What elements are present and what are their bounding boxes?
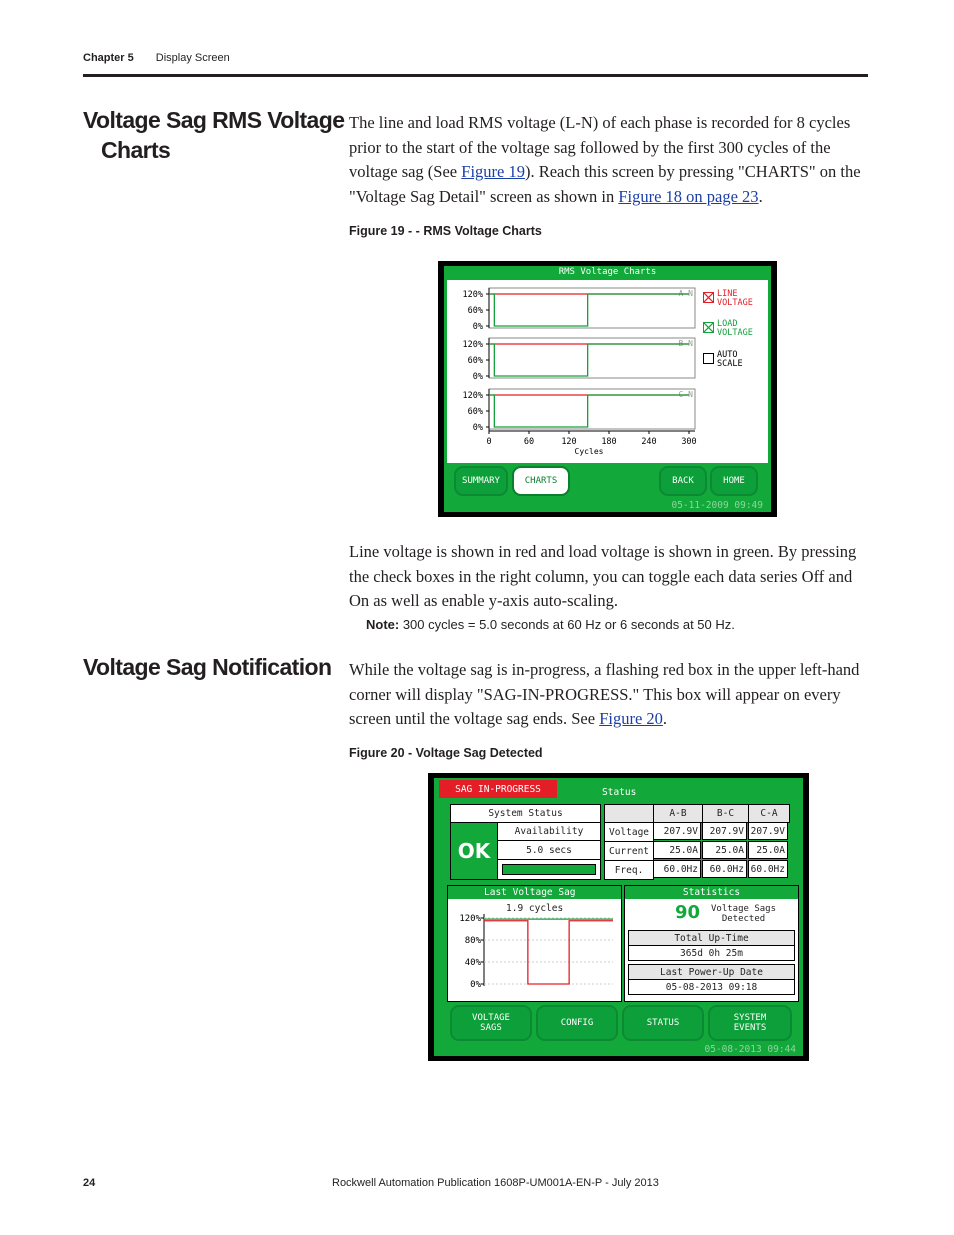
running-header — [83, 52, 230, 64]
rms-charts-paragraph — [349, 111, 869, 209]
timestamp: 05-08-2013 09:44 — [704, 1044, 796, 1055]
home-button[interactable]: HOME — [710, 466, 758, 496]
button-line: SAGS — [480, 1023, 502, 1033]
publication-info: Rockwell Automation Publication 1608P-UM001A-EN-P - July 2013 — [332, 1177, 659, 1189]
line-voltage-series — [489, 344, 689, 376]
system-events-button[interactable] — [708, 1005, 792, 1041]
y-tick-label: 0% — [472, 322, 483, 332]
table-row-label: Voltage — [604, 822, 654, 842]
text-run: ). Reach this screen by pressing "CHARTS" on the "Voltage Sag Detail" screen as shown in — [349, 162, 861, 206]
y-tick-label: 60% — [467, 306, 483, 316]
legend — [703, 290, 763, 373]
load-voltage-checkbox[interactable] — [703, 322, 714, 333]
availability-value: 5.0 secs — [497, 840, 601, 860]
figure-19-link[interactable]: Figure 19 — [461, 162, 525, 181]
x-tick-label: 180 — [601, 437, 617, 447]
y-tick-label: 40% — [464, 958, 481, 968]
legend-load-voltage[interactable] — [703, 320, 763, 351]
heading-line: Voltage Sag RMS Voltage — [83, 107, 345, 133]
powerup-label: Last Power-Up Date — [628, 964, 795, 980]
note-label: Note: — [366, 617, 400, 632]
voltage-sag-detected-screen — [428, 773, 809, 1061]
y-tick-label: 120% — [459, 914, 481, 924]
sag-in-progress-banner: SAG IN-PROGRESS — [439, 780, 557, 798]
table-cell: 60.0Hz — [748, 860, 788, 878]
availability-progress-fill — [502, 864, 596, 875]
screen-title: Status — [602, 787, 637, 798]
last-sag-mini-chart — [448, 900, 621, 1000]
phase-label: B-N — [678, 339, 693, 348]
text-run: While the voltage sag is in-progress, a flashing red box in the upper left-hand corner will display "SAG-IN-PROGRESS." This box will appear on every screen until the voltage sag ends. See — [349, 660, 860, 728]
table-row-label: Freq. — [604, 860, 654, 880]
y-tick-label: 80% — [464, 936, 481, 946]
legend-text: AUTO — [717, 350, 738, 360]
y-tick-label: 120% — [462, 391, 483, 401]
availability-progress — [497, 859, 601, 880]
section-label: Display Screen — [155, 52, 230, 64]
line-voltage-series — [484, 921, 613, 984]
table-cell: 60.0Hz — [653, 860, 701, 878]
text-run: . — [662, 709, 668, 728]
x-tick-label: 120 — [561, 437, 577, 447]
rms-voltage-charts-screen — [438, 261, 777, 517]
y-tick-label: 60% — [467, 356, 483, 366]
table-cell: 207.9V — [702, 822, 747, 840]
table-cell: 25.0A — [748, 841, 788, 859]
note-text: 300 cycles = 5.0 seconds at 60 Hz or 6 seconds at 50 Hz. — [399, 617, 735, 632]
ok-indicator: OK — [450, 822, 498, 880]
table-cell: 207.9V — [653, 822, 701, 840]
charts-panel — [447, 280, 768, 463]
table-corner — [604, 804, 654, 823]
table-cell: 60.0Hz — [702, 860, 747, 878]
y-tick-label: 0% — [470, 980, 481, 990]
line-voltage-series — [489, 395, 689, 427]
y-tick-label: 0% — [472, 372, 483, 382]
status-button[interactable]: STATUS — [622, 1005, 704, 1041]
section-heading-sag-notification: Voltage Sag Notification — [83, 654, 332, 680]
legend-text: SCALE — [717, 359, 743, 369]
legend-text: LINE — [717, 289, 738, 299]
table-cell: 207.9V — [748, 822, 788, 840]
statistics-panel — [624, 885, 799, 1002]
table-row-label: Current — [604, 841, 654, 861]
config-button[interactable]: CONFIG — [536, 1005, 618, 1041]
y-tick-label: 0% — [472, 423, 483, 433]
line-voltage-checkbox[interactable] — [703, 292, 714, 303]
table-col-header: C-A — [748, 804, 790, 823]
charts-button[interactable]: CHARTS — [512, 466, 570, 496]
availability-label: Availability — [497, 822, 601, 841]
x-tick-label: 240 — [641, 437, 657, 447]
button-line: VOLTAGE — [472, 1013, 510, 1023]
powerup-value: 05-08-2013 09:18 — [628, 979, 795, 995]
sag-count-label-line: Detected — [721, 914, 766, 924]
statistics-title: Statistics — [625, 886, 798, 899]
uptime-value: 365d 0h 25m — [628, 945, 795, 961]
chapter-label: Chapter 5 — [83, 52, 134, 64]
figure-20-link[interactable]: Figure 20 — [599, 709, 663, 728]
legend-auto-scale[interactable] — [703, 351, 763, 373]
note — [366, 617, 735, 632]
text-run: The line and load RMS voltage (L-N) of each phase is recorded for 8 cycles prior to the start of the voltage sag followed by the first 300 cycles of the voltage sag (See — [349, 113, 851, 181]
legend-text: VOLTAGE — [717, 298, 753, 308]
last-sag-duration: 1.9 cycles — [506, 903, 564, 914]
section-heading-rms-charts — [83, 105, 344, 165]
x-tick-label: 60 — [523, 437, 535, 447]
y-tick-label: 120% — [462, 290, 483, 300]
table-cell: 25.0A — [653, 841, 701, 859]
back-button[interactable]: BACK — [659, 466, 707, 496]
figure-19-caption: Figure 19 - - RMS Voltage Charts — [349, 224, 542, 238]
legend-text: LOAD — [717, 319, 738, 329]
figure-18-link[interactable]: Figure 18 on page 23 — [618, 186, 759, 206]
header-rule — [83, 74, 868, 77]
legend-description-paragraph: Line voltage is shown in red and load voltage is shown in green. By pressing the check boxes in the right column, you can toggle each data series Off and On as well as enable y-axis auto-scaling. — [349, 542, 857, 610]
heading-line: Charts — [101, 137, 171, 163]
legend-line-voltage[interactable] — [703, 290, 763, 320]
sag-notification-paragraph — [349, 658, 869, 732]
line-voltage-series — [489, 294, 689, 326]
summary-button[interactable]: SUMMARY — [454, 466, 508, 496]
page-number: 24 — [83, 1177, 96, 1189]
y-tick-label: 60% — [467, 407, 483, 417]
legend-text: VOLTAGE — [717, 328, 753, 338]
voltage-sags-button[interactable] — [450, 1005, 532, 1041]
table-col-header: A-B — [653, 804, 703, 823]
last-voltage-sag-panel — [447, 885, 622, 1002]
x-axis-label: Cycles — [574, 447, 604, 456]
auto-scale-checkbox[interactable] — [703, 353, 714, 364]
phase-label: A-N — [678, 289, 693, 298]
button-line: EVENTS — [733, 1023, 767, 1033]
timestamp: 05-11-2009 09:49 — [671, 500, 763, 511]
table-col-header: B-C — [702, 804, 749, 823]
sag-count: 90 — [675, 902, 701, 923]
system-status-header: System Status — [450, 804, 601, 823]
figure-20-caption: Figure 20 - Voltage Sag Detected — [349, 746, 543, 760]
sag-count-label-line: Voltage Sags — [711, 904, 777, 914]
x-tick-label: 0 — [486, 437, 492, 447]
screen-title: RMS Voltage Charts — [558, 267, 657, 277]
table-cell: 25.0A — [702, 841, 747, 859]
y-tick-label: 120% — [462, 340, 483, 350]
button-line: SYSTEM — [733, 1013, 767, 1023]
last-voltage-sag-title: Last Voltage Sag — [448, 886, 621, 899]
sag-count-label — [711, 904, 776, 924]
uptime-label: Total Up-Time — [628, 930, 795, 946]
text-run: . — [758, 186, 763, 206]
phase-label: C-N — [678, 390, 693, 399]
x-tick-label: 300 — [681, 437, 697, 447]
